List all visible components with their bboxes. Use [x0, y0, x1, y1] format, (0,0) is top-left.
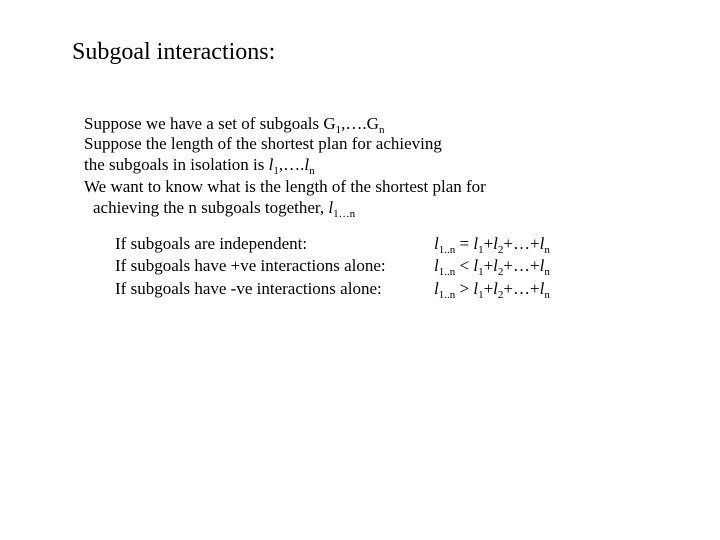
intro-line-1: Suppose we have a set of subgoals $G_1,\dots.G_n$: [84, 114, 385, 136]
intro-line-4: We want to know what is the length of the shortest plan for: [84, 177, 486, 196]
case-positive-label: If subgoals have +ve interactions alone:: [115, 256, 386, 275]
case-negative-formula: $l_{1..n}$ > $l_1+l_2+\dots+l_n$: [434, 279, 550, 301]
case-independent-label: If subgoals are independent:: [115, 234, 308, 253]
intro-line-5: achieving the n subgoals together, $l_{1\dots n}$: [93, 198, 356, 220]
slide-title: Subgoal interactions:: [72, 39, 276, 65]
case-positive-formula: $l_{1..n}$ < $l_1+l_2+\dots+l_n$: [434, 256, 550, 278]
case-negative-label: If subgoals have -ve interactions alone:: [115, 279, 382, 298]
intro-line-3: the subgoals in isolation is $l_1,\dots.l_n$: [84, 155, 315, 177]
case-independent-formula: $l_{1..n}$ = $l_1+l_2+\dots+l_n$: [434, 234, 550, 256]
intro-line-2: Suppose the length of the shortest plan for achieving: [84, 134, 442, 153]
